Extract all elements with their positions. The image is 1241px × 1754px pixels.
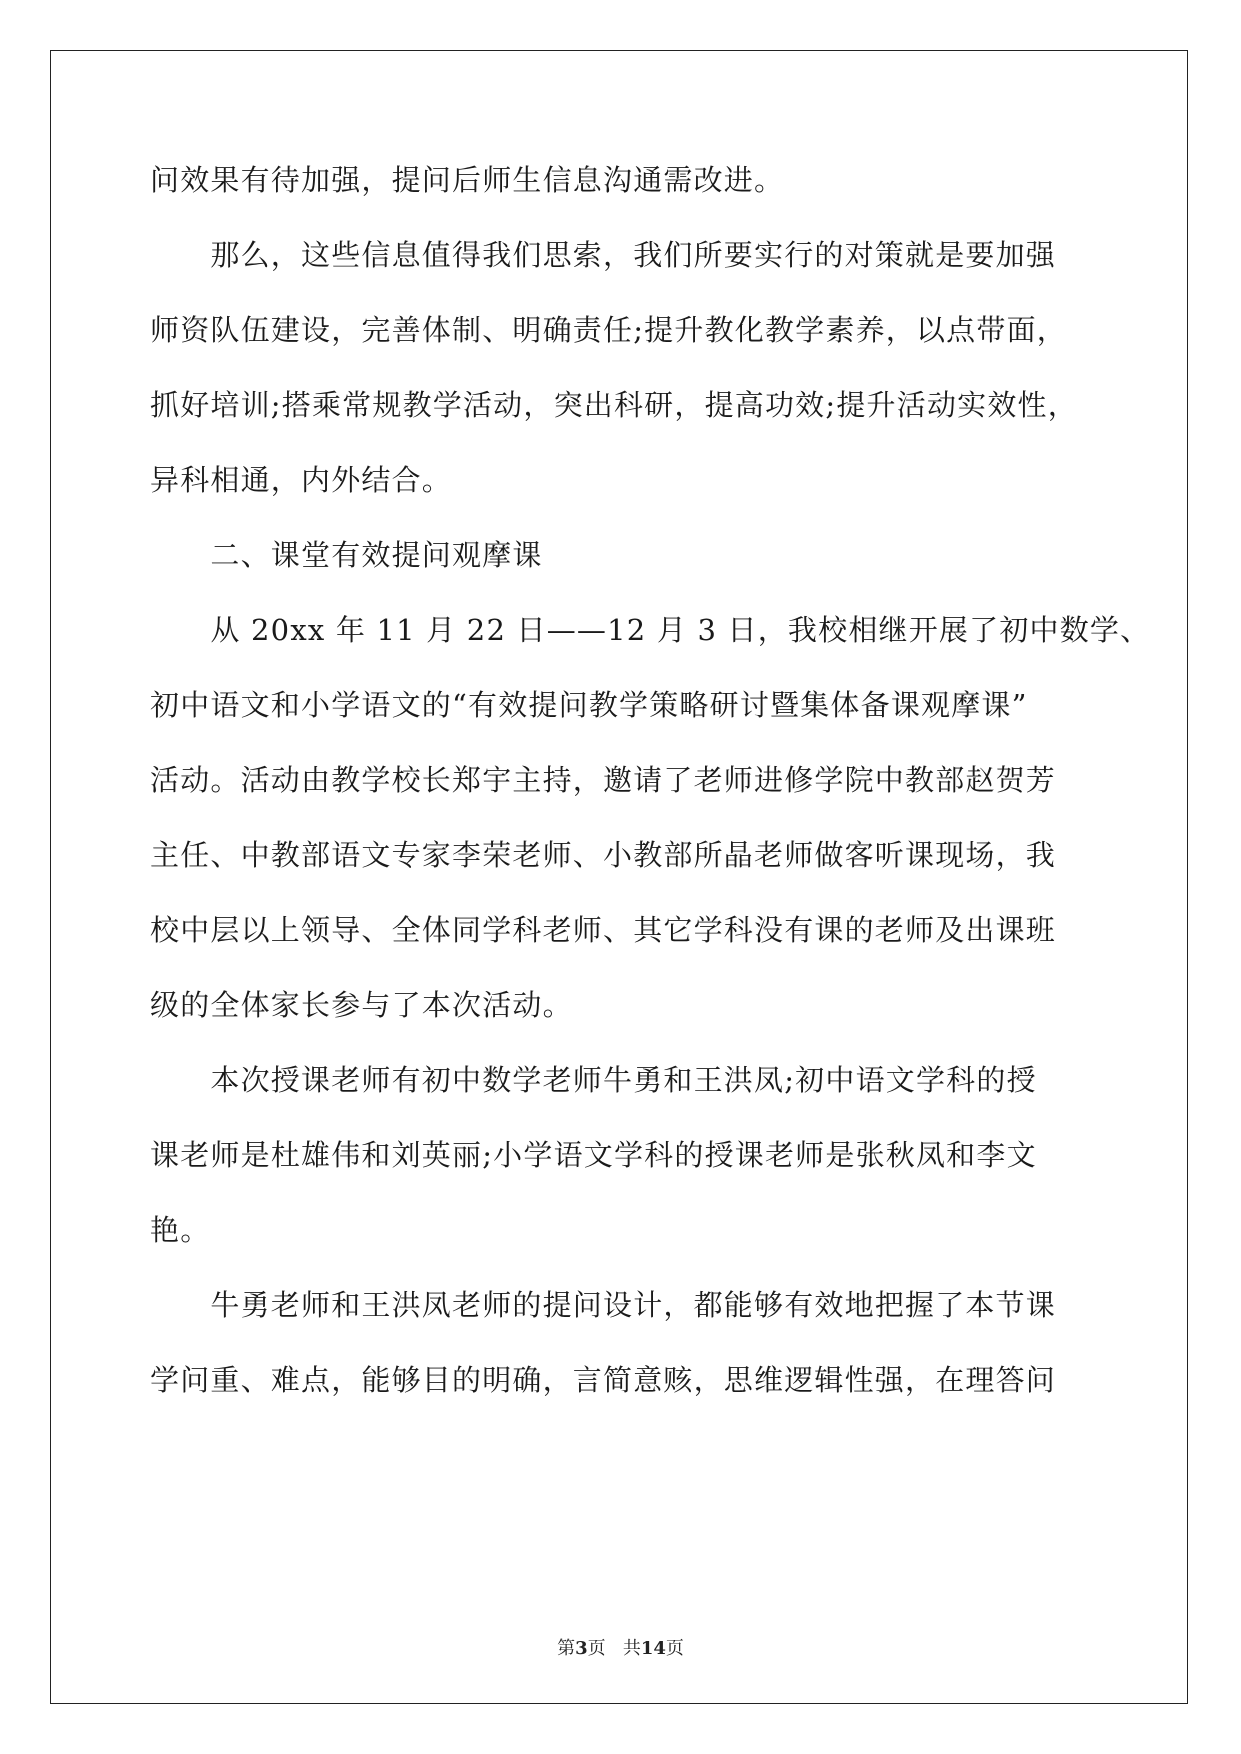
text-line: 从 20xx 年 11 月 22 日——12 月 3 日，我校相继开展了初中数学、	[150, 613, 1151, 647]
text-line: 师资队伍建设，完善体制、明确责任;提升教化教学素养，以点带面，	[150, 313, 1067, 347]
text-line: 课老师是杜雄伟和刘英丽;小学语文学科的授课老师是张秋凤和李文	[150, 1138, 1037, 1172]
page-suffix: 页	[587, 1638, 606, 1659]
text-line: 抓好培训;搭乘常规教学活动，突出科研，提高功效;提升活动实效性，	[150, 388, 1078, 422]
text-line: 那么，这些信息值得我们思索，我们所要实行的对策就是要加强	[150, 238, 1057, 272]
text-line: 异科相通，内外结合。	[150, 463, 453, 497]
text-line: 艳。	[150, 1213, 211, 1247]
page-border	[50, 50, 1188, 1704]
text-line: 牛勇老师和王洪凤老师的提问设计，都能够有效地把握了本节课	[150, 1288, 1057, 1322]
text-line: 校中层以上领导、全体同学科老师、其它学科没有课的老师及出课班	[150, 913, 1057, 947]
text-line: 学问重、难点，能够目的明确，言简意赅，思维逻辑性强，在理答问	[150, 1363, 1057, 1397]
text-line: 级的全体家长参与了本次活动。	[150, 988, 573, 1022]
page-prefix: 第	[557, 1638, 576, 1659]
text-line: 初中语文和小学语文的“有效提问教学策略研讨暨集体备课观摩课”	[150, 688, 1028, 722]
page-footer	[0, 1634, 1241, 1660]
section-heading: 二、课堂有效提问观摩课	[150, 538, 543, 572]
text-line: 本次授课老师有初中数学老师牛勇和王洪凤;初中语文学科的授	[150, 1063, 1037, 1097]
text-line: 主任、中教部语文专家李荣老师、小教部所晶老师做客听课现场，我	[150, 838, 1057, 872]
text-line: 问效果有待加强，提问后师生信息沟通需改进。	[150, 163, 785, 197]
total-pages: 14	[640, 1638, 666, 1659]
total-prefix: 共	[622, 1638, 641, 1659]
text-line: 活动。活动由教学校长郑宇主持，邀请了老师进修学院中教部赵贺芳	[150, 763, 1057, 797]
total-suffix: 页	[665, 1638, 684, 1659]
page-number: 3	[575, 1638, 588, 1659]
